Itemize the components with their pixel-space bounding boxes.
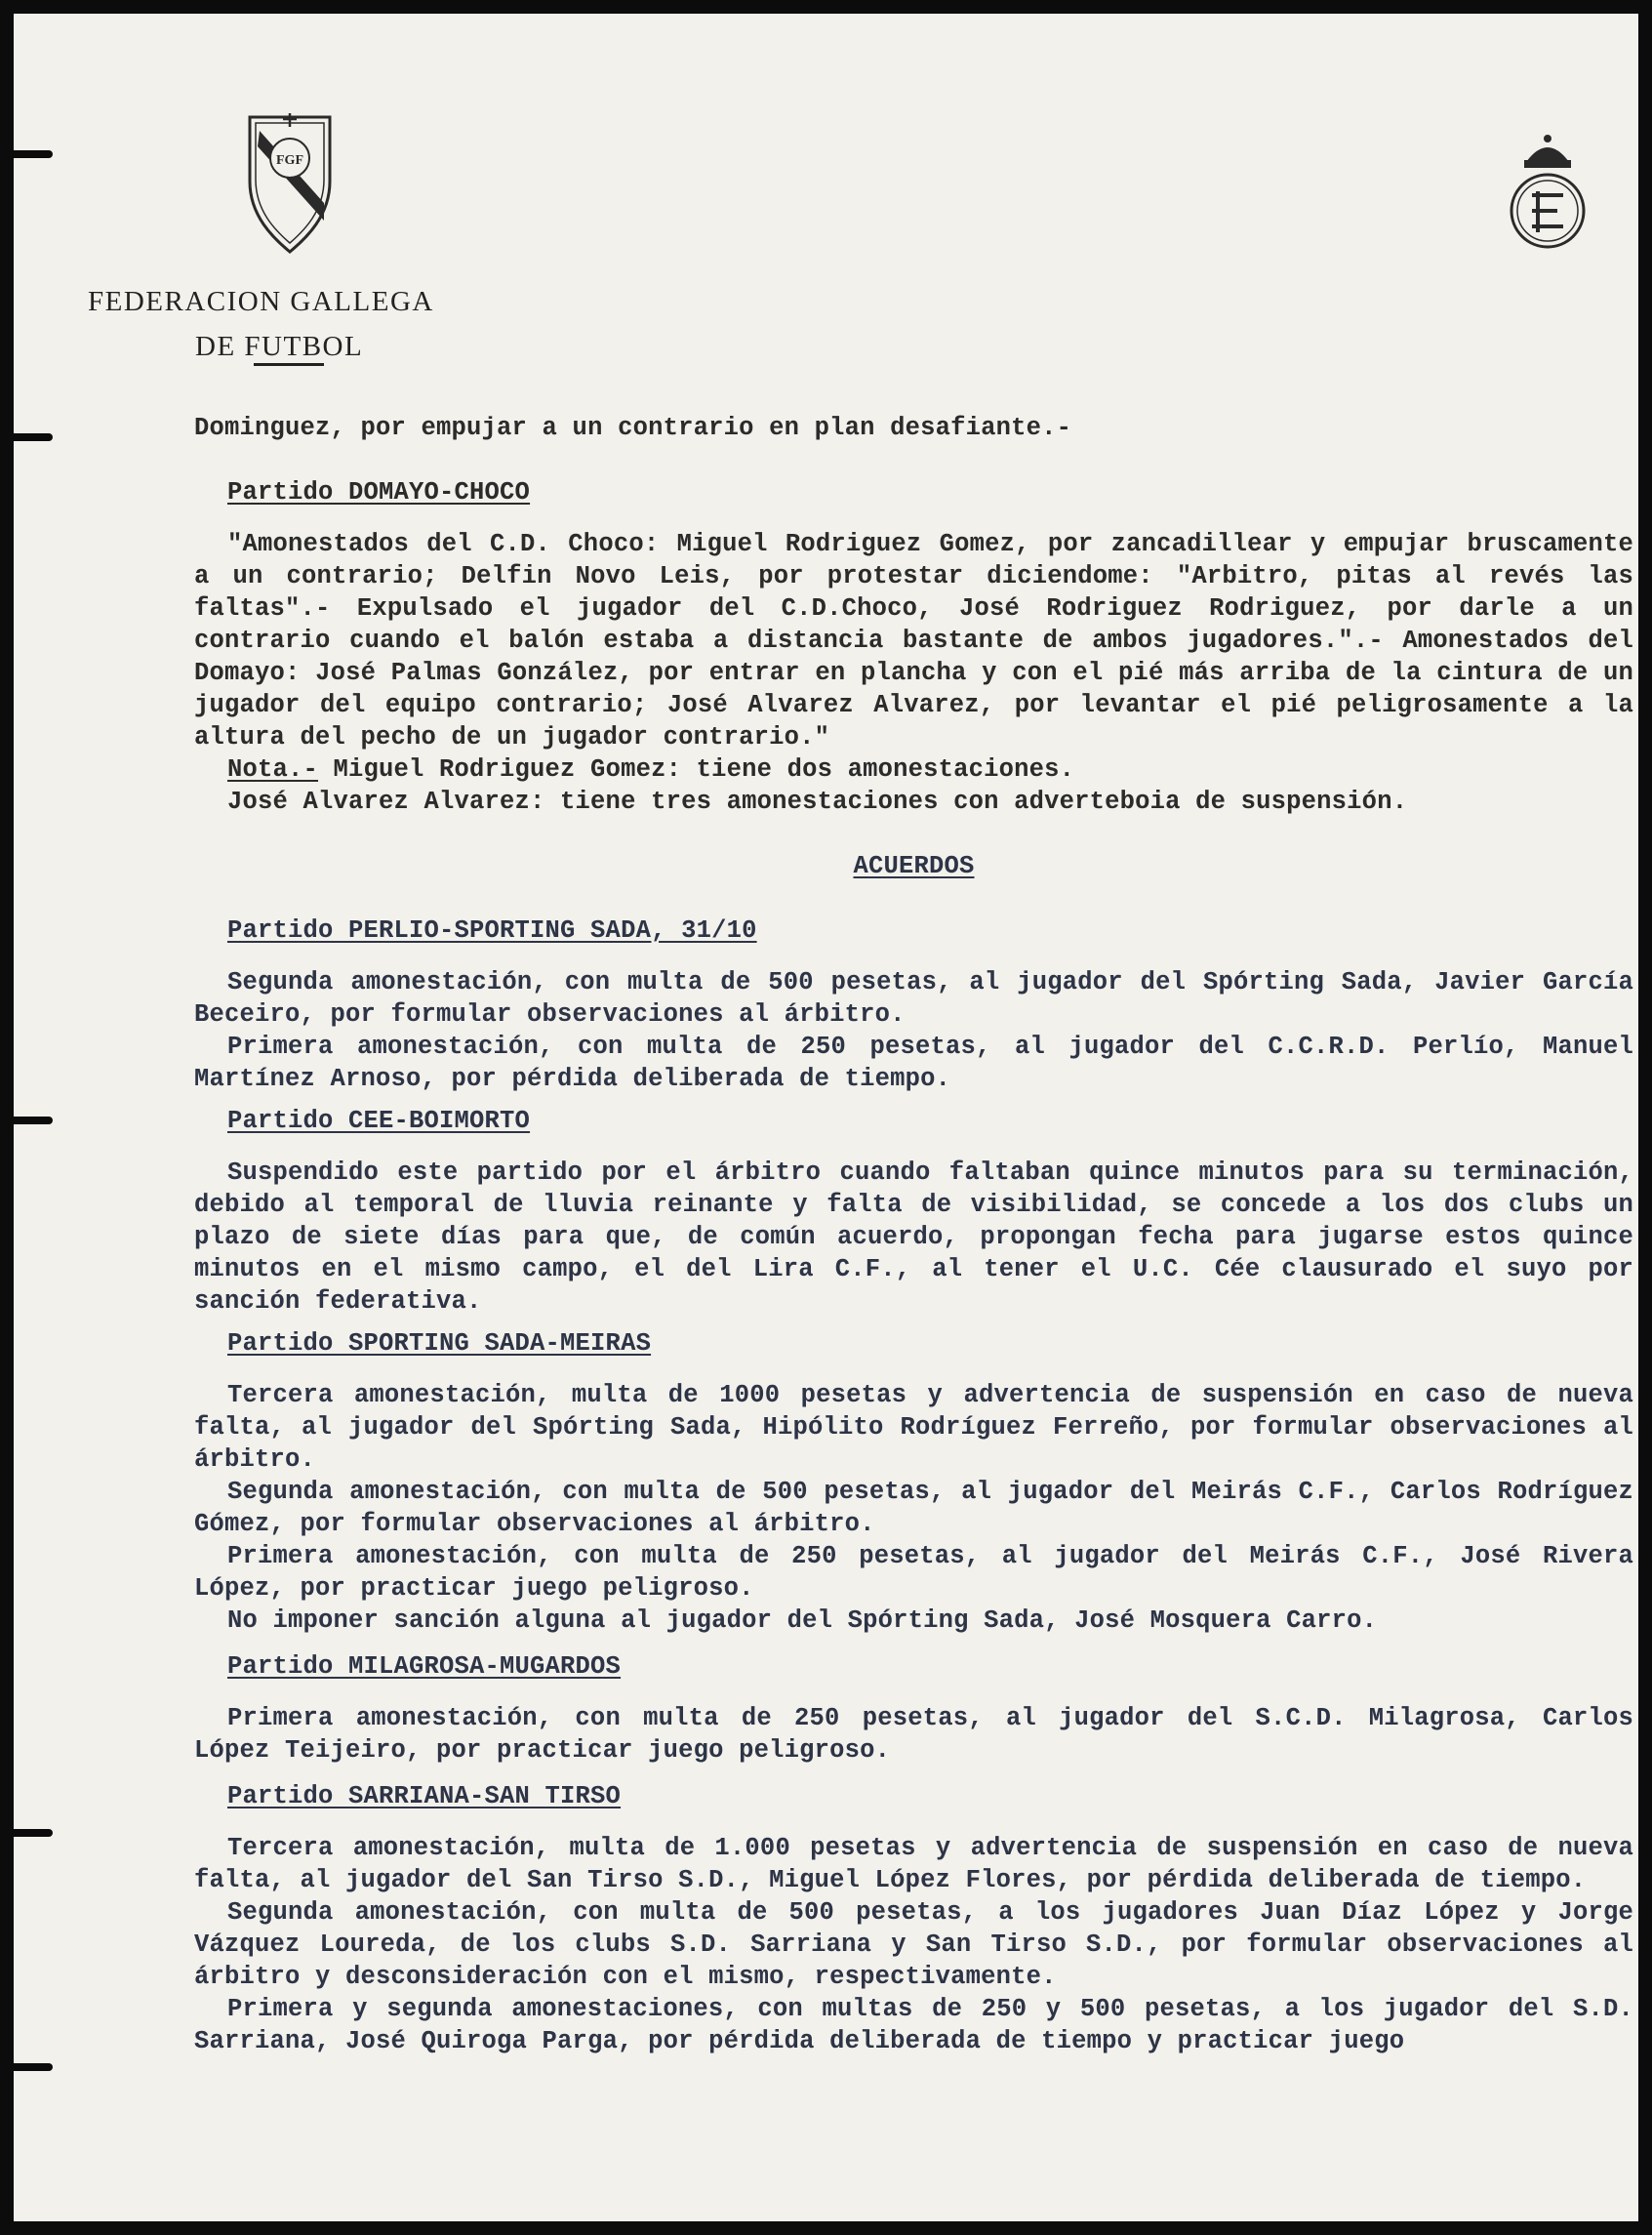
acuerdos-title: ACUERDOS bbox=[853, 852, 975, 880]
paragraph-meiras-2: Segunda amonestación, con multa de 500 pesetas, al jugador del Meirás C.F., Carlos Rodríguez Gómez, por formular observaciones al árbitro. bbox=[194, 1478, 1633, 1538]
note-line-1 bbox=[194, 753, 1633, 786]
heading-perlio-sporting: Partido PERLIO-SPORTING SADA, 31/10 bbox=[227, 916, 757, 945]
binder-hole bbox=[14, 1117, 53, 1124]
paragraph-perlio-1: Segunda amonestación, con multa de 500 pesetas, al jugador del Spórting Sada, Javier García Beceiro, por formular observaciones al árbitro. bbox=[194, 968, 1633, 1029]
federacion-gallega-crest-icon bbox=[246, 113, 334, 255]
paragraph-perlio-2: Primera amonestación, con multa de 250 pesetas, al jugador del C.C.R.D. Perlío, Manuel Martínez Arnoso, por pérdida deliberada de tiempo. bbox=[194, 1033, 1633, 1093]
binder-hole bbox=[14, 2063, 53, 2071]
paragraph-sarriana-2: Segunda amonestación, con multa de 500 pesetas, a los jugadores Juan Díaz López y Jorge Vázquez Loureda, de los clubs S.D. Sarriana y San Tirso S.D., por formular observaciones al árbitro y desconsideración con el mismo, respectivamente. bbox=[194, 1898, 1633, 1991]
document-body bbox=[194, 412, 1633, 2057]
heading-sporting-meiras: Partido SPORTING SADA-MEIRAS bbox=[227, 1329, 652, 1358]
org-line-2: DE FUTBOL bbox=[195, 331, 364, 362]
org-line-1: FEDERACION GALLEGA bbox=[88, 286, 434, 317]
binder-hole bbox=[14, 433, 53, 441]
note-line-2: José Alvarez Alvarez: tiene tres amonestaciones con adverteboia de suspensión. bbox=[227, 788, 1408, 816]
note-label: Nota.- bbox=[227, 755, 319, 784]
paragraph-sarriana-1: Tercera amonestación, multa de 1.000 pesetas y advertencia de suspensión en caso de nueva falta, al jugador del San Tirso S.D., Miguel López Flores, por pérdida deliberada de tiempo. bbox=[194, 1834, 1633, 1894]
heading-sarriana-san-tirso: Partido SARRIANA-SAN TIRSO bbox=[227, 1782, 622, 1810]
paragraph-sarriana-3: Primera y segunda amonestaciones, con multas de 250 y 500 pesetas, a los jugador del S.D. Sarriana, José Quiroga Parga, por pérdida deliberada de tiempo y practicar juego bbox=[194, 1995, 1633, 2055]
document-page bbox=[14, 14, 1638, 2221]
heading-acuerdos bbox=[194, 850, 1633, 882]
intro-paragraph: Dominguez, por empujar a un contrario en plan desafiante.- bbox=[194, 414, 1072, 442]
org-divider bbox=[254, 363, 324, 366]
heading-milagrosa-mugardos: Partido MILAGROSA-MUGARDOS bbox=[227, 1652, 622, 1681]
paragraph-milagrosa-1: Primera amonestación, con multa de 250 pesetas, al jugador del S.C.D. Milagrosa, Carlos López Teijeiro, por practicar juego peligroso. bbox=[194, 1704, 1633, 1765]
heading-domayo-choco: Partido DOMAYO-CHOCO bbox=[227, 478, 531, 507]
paragraph-domayo-choco: "Amonestados del C.D. Choco: Miguel Rodriguez Gomez, por zancadillear y empujar bruscamente a un contrario; Delfin Novo Leis, por protestar diciendome: "Arbitro, pitas al revés las faltas".- Expulsado el jugador del C.D.Choco, José Rodriguez Rodriguez, por darle a un contrario cuando el balón estaba a distancia bastante de ambos jugadores.".- Amonestados del Domayo: José Palmas González, por entrar en plancha y con el pié más arriba de la cintura de un jugador del equipo contrario; José Alvarez Alvarez, por levantar el pié peligrosamente a la altura del pecho de un jugador contrario." bbox=[194, 530, 1633, 752]
svg-text:FGF: FGF bbox=[276, 153, 303, 168]
paragraph-meiras-1: Tercera amonestación, multa de 1000 pesetas y advertencia de suspensión en caso de nueva falta, al jugador del Spórting Sada, Hipólito Rodríguez Ferreño, por formular observaciones al árbitro. bbox=[194, 1381, 1633, 1474]
paragraph-meiras-4: No imponer sanción alguna al jugador del Spórting Sada, José Mosquera Carro. bbox=[227, 1606, 1378, 1635]
binder-hole bbox=[14, 1829, 53, 1837]
paragraph-cee-1: Suspendido este partido por el árbitro cuando faltaban quince minutos para su terminación, debido al temporal de lluvia reinante y falta de visibilidad, se concede a los dos clubs un plazo de siete días para que, de común acuerdo, propongan fecha para jugarse estos quince minutos en el mismo campo, el del Lira C.F., al tener el U.C. Cée clausurado el suyo por sanción federativa. bbox=[194, 1158, 1633, 1316]
note-text-1: Miguel Rodriguez Gomez: tiene dos amonestaciones. bbox=[318, 755, 1075, 784]
organization-name bbox=[88, 279, 498, 369]
binder-hole bbox=[14, 150, 53, 158]
rfef-crowned-crest-icon bbox=[1507, 133, 1589, 252]
paragraph-meiras-3: Primera amonestación, con multa de 250 pesetas, al jugador del Meirás C.F., José Rivera López, por practicar juego peligroso. bbox=[194, 1542, 1633, 1603]
heading-cee-boimorto: Partido CEE-BOIMORTO bbox=[227, 1107, 531, 1135]
